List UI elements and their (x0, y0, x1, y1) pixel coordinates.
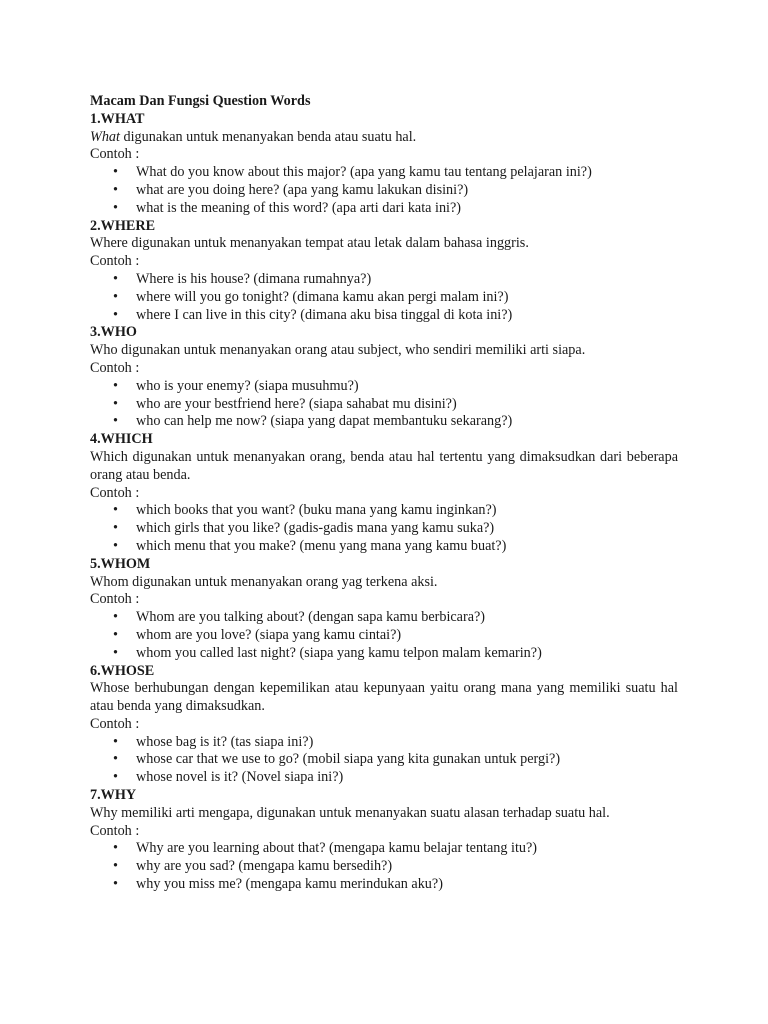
section-whose (90, 663, 678, 788)
section-description: Why memiliki arti mengapa, digunakan untuk menanyakan suatu alasan terhadap suatu hal. (90, 804, 610, 821)
bullet-icon: • (113, 288, 118, 305)
bullet-icon: • (113, 537, 118, 554)
example-list (90, 609, 678, 662)
section-heading: 6.WHOSE (90, 662, 155, 679)
document-title: Macam Dan Fungsi Question Words (90, 93, 311, 109)
document-page (90, 93, 678, 894)
bullet-icon: • (113, 413, 118, 430)
example-text: what are you doing here? (apa yang kamu lakukan disini?) (136, 181, 469, 198)
example-text: whom are you love? (siapa yang kamu cintai?) (136, 626, 402, 643)
list-item (90, 520, 678, 538)
section-why (90, 787, 678, 894)
example-text: whose car that we use to go? (mobil siapa yang kita gunakan untuk pergi?) (136, 751, 561, 768)
example-text: Where is his house? (dimana rumahnya?) (136, 270, 372, 287)
section-whom (90, 556, 678, 663)
list-item (90, 413, 678, 431)
section-description: Who digunakan untuk menanyakan orang atau subject, who sendiri memiliki arti siapa. (90, 342, 586, 359)
list-item (90, 734, 678, 752)
bullet-icon: • (113, 840, 118, 857)
section-who (90, 324, 678, 431)
list-item (90, 769, 678, 787)
list-item (90, 627, 678, 645)
example-text: where I can live in this city? (dimana aku bisa tinggal di kota ini?) (136, 306, 513, 323)
bullet-icon: • (113, 769, 118, 786)
bullet-icon: • (113, 751, 118, 768)
example-text: who are your bestfriend here? (siapa sahabat mu disini?) (136, 395, 457, 412)
contoh-label: Contoh : (90, 484, 140, 501)
example-text: which girls that you like? (gadis-gadis mana yang kamu suka?) (136, 520, 495, 537)
example-text: why are you sad? (mengapa kamu bersedih?) (136, 858, 393, 875)
list-item (90, 378, 678, 396)
bullet-icon: • (113, 395, 118, 412)
list-item (90, 200, 678, 218)
bullet-icon: • (113, 199, 118, 216)
section-where (90, 218, 678, 325)
bullet-icon: • (113, 626, 118, 643)
list-item (90, 858, 678, 876)
section-description: Where digunakan untuk menanyakan tempat atau letak dalam bahasa inggris. (90, 235, 529, 252)
list-item (90, 271, 678, 289)
section-description: Whose berhubungan dengan kepemilikan atau kepunyaan yaitu orang mana yang memiliki suatu hal atau benda yang dimaksudkan. (90, 680, 678, 715)
section-description: Which digunakan untuk menanyakan orang, benda atau hal tertentu yang dimaksudkan dari beberapa orang atau benda. (90, 448, 678, 483)
bullet-icon: • (113, 270, 118, 287)
bullet-icon: • (113, 858, 118, 875)
example-text: where will you go tonight? (dimana kamu akan pergi malam ini?) (136, 288, 509, 305)
list-item (90, 751, 678, 769)
example-text: who is your enemy? (siapa musuhmu?) (136, 377, 359, 394)
contoh-label: Contoh : (90, 715, 140, 732)
example-list (90, 734, 678, 787)
example-list (90, 840, 678, 893)
example-list (90, 378, 678, 431)
list-item (90, 645, 678, 663)
bullet-icon: • (113, 181, 118, 198)
list-item (90, 182, 678, 200)
example-list (90, 271, 678, 324)
list-item (90, 876, 678, 894)
italic-term: What (90, 128, 120, 145)
bullet-icon: • (113, 377, 118, 394)
example-text: What do you know about this major? (apa yang kamu tau tentang pelajaran ini?) (136, 164, 592, 181)
example-text: who can help me now? (siapa yang dapat membantuku sekarang?) (136, 413, 513, 430)
example-text: whose bag is it? (tas siapa ini?) (136, 733, 314, 750)
bullet-icon: • (113, 609, 118, 626)
list-item (90, 164, 678, 182)
bullet-icon: • (113, 520, 118, 537)
example-text: which books that you want? (buku mana yang kamu inginkan?) (136, 502, 497, 519)
example-list (90, 502, 678, 555)
list-item (90, 840, 678, 858)
section-which (90, 431, 678, 556)
example-text: Whom are you talking about? (dengan sapa kamu berbicara?) (136, 609, 486, 626)
list-item (90, 396, 678, 414)
contoh-label: Contoh : (90, 253, 140, 270)
description-text: digunakan untuk menanyakan benda atau suatu hal. (119, 128, 417, 145)
section-heading: 7.WHY (90, 787, 137, 804)
section-heading: 1.WHAT (90, 110, 145, 127)
list-item (90, 609, 678, 627)
list-item (90, 307, 678, 325)
example-text: what is the meaning of this word? (apa arti dari kata ini?) (136, 199, 462, 216)
list-item (90, 289, 678, 307)
example-text: whom you called last night? (siapa yang kamu telpon malam kemarin?) (136, 644, 542, 661)
section-heading: 2.WHERE (90, 217, 156, 234)
section-description (90, 129, 678, 147)
bullet-icon: • (113, 164, 118, 181)
bullet-icon: • (113, 644, 118, 661)
section-heading: 5.WHOM (90, 555, 151, 572)
bullet-icon: • (113, 733, 118, 750)
bullet-icon: • (113, 306, 118, 323)
example-text: Why are you learning about that? (mengapa kamu belajar tentang itu?) (136, 840, 538, 857)
bullet-icon: • (113, 876, 118, 893)
example-text: which menu that you make? (menu yang mana yang kamu buat?) (136, 537, 507, 554)
list-item (90, 502, 678, 520)
example-text: why you miss me? (mengapa kamu merindukan aku?) (136, 876, 443, 893)
contoh-label: Contoh : (90, 146, 140, 163)
section-heading: 4.WHICH (90, 431, 153, 448)
section-what (90, 111, 678, 218)
section-description: Whom digunakan untuk menanyakan orang yag terkena aksi. (90, 573, 438, 590)
section-heading: 3.WHO (90, 324, 137, 341)
bullet-icon: • (113, 502, 118, 519)
example-list (90, 164, 678, 217)
contoh-label: Contoh : (90, 591, 140, 608)
list-item (90, 538, 678, 556)
contoh-label: Contoh : (90, 822, 140, 839)
contoh-label: Contoh : (90, 359, 140, 376)
example-text: whose novel is it? (Novel siapa ini?) (136, 769, 344, 786)
